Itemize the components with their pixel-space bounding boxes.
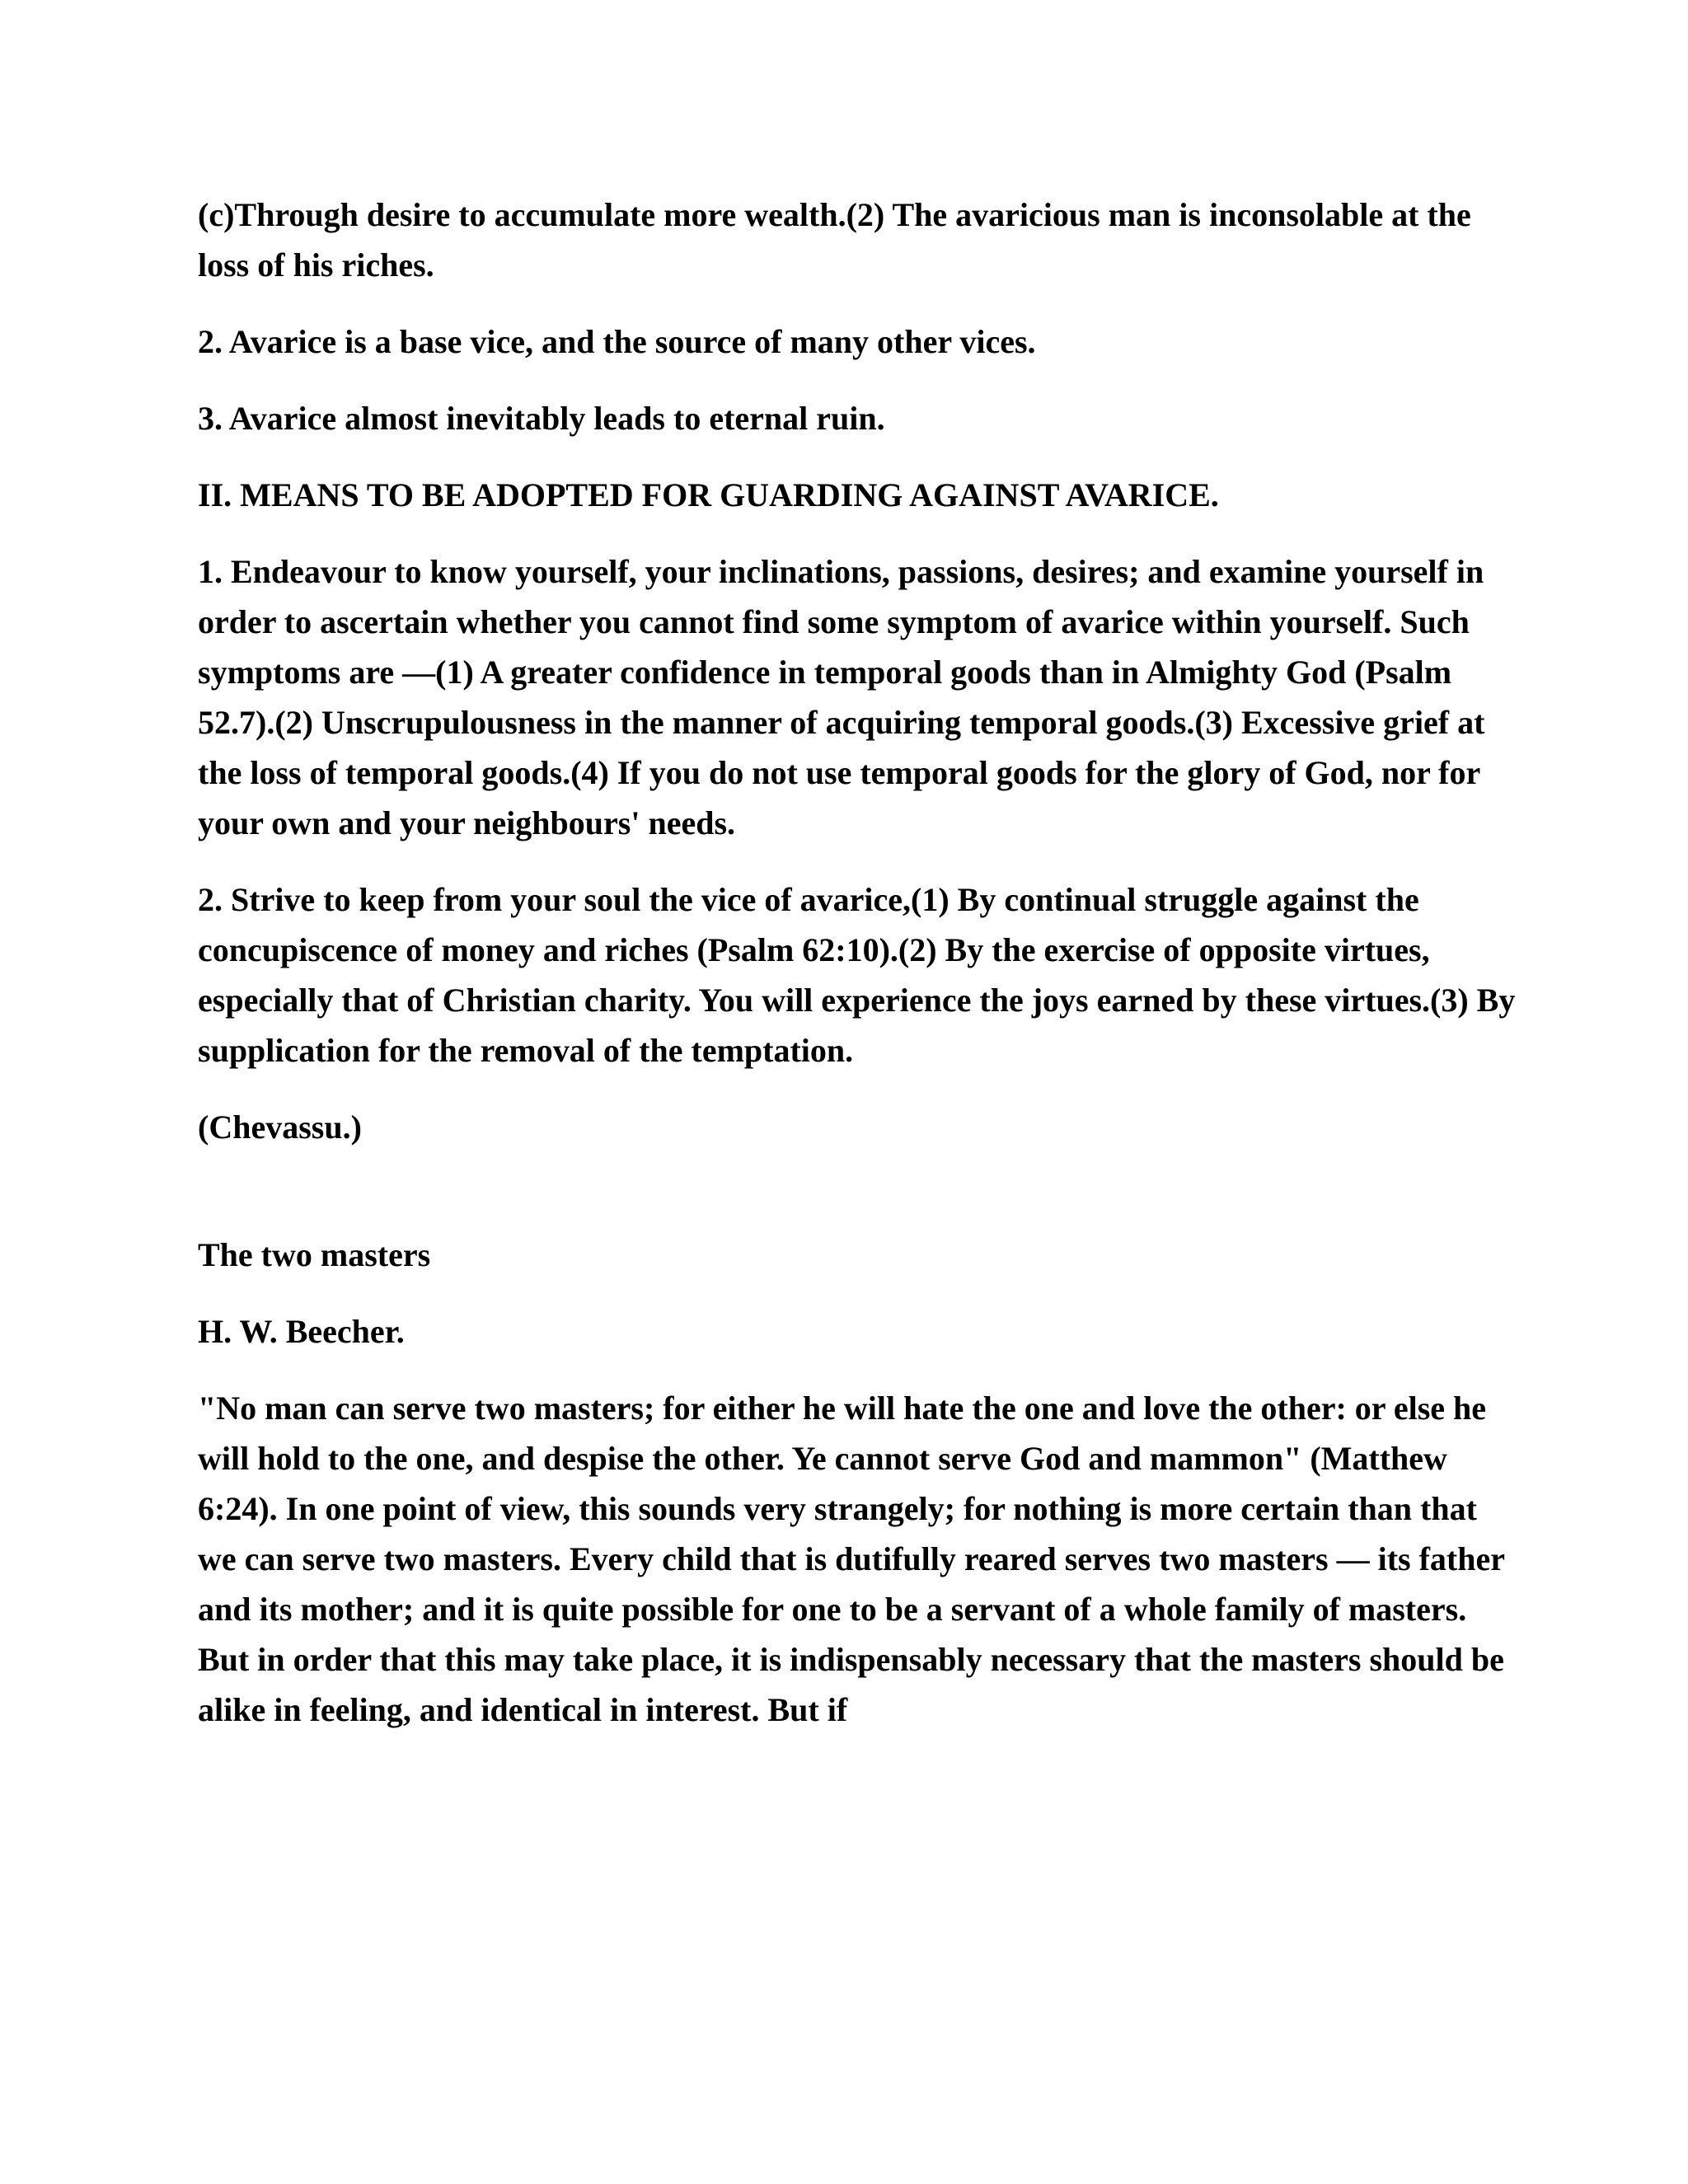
- paragraph-know-yourself: 1. Endeavour to know yourself, your inclinations, passions, desires; and examine yourself in order to ascertain whether you cannot find some symptom of avarice within yourself. Such symptoms are —(1) A greater confidence in temporal goods than in Almighty God (Psalm 52.7).(2) Unscrupulousness in the manner of acquiring temporal goods.(3) Excessive grief at the loss of temporal goods.(4) If you do not use temporal goods for the glory of God, nor for your own and your neighbours' needs.: [198, 553, 1485, 841]
- paragraph-eternal-ruin: 3. Avarice almost inevitably leads to eternal ruin.: [198, 400, 885, 437]
- section-gap: [198, 1179, 1517, 1230]
- section-author: H. W. Beecher.: [198, 1313, 405, 1350]
- paragraph-base-vice: 2. Avarice is a base vice, and the source of many other vices.: [198, 323, 1036, 360]
- section-heading-means: II. MEANS TO BE ADOPTED FOR GUARDING AGAINST AVARICE.: [198, 476, 1219, 513]
- section-title: The two masters: [198, 1236, 431, 1273]
- paragraph-avarice-inconsolable: (c)Through desire to accumulate more wealth.(2) The avaricious man is inconsolable at the loss of his riches.: [198, 196, 1471, 284]
- paragraph-strive: 2. Strive to keep from your soul the vice of avarice,(1) By continual struggle against the concupiscence of money and riches (Psalm 62:10).(2) By the exercise of opposite virtues, especially that of Christian charity. You will experience the joys earned by these virtues.(3) By supplication for the removal of the temptation.: [198, 881, 1516, 1069]
- document-page: [198, 190, 1517, 1761]
- section-body: "No man can serve two masters; for either he will hate the one and love the other: or else he will hold to the one, and despise the other. Ye cannot serve God and mammon" (Matthew 6:24). In one point of view, this sounds very strangely; for nothing is more certain than that we can serve two masters. Every child that is dutifully reared serves two masters — its father and its mother; and it is quite possible for one to be a servant of a whole family of masters. But in order that this may take place, it is indispensably necessary that the masters should be alike in feeling, and identical in interest. But if: [198, 1390, 1505, 1728]
- attribution-chevassu: (Chevassu.): [198, 1108, 362, 1146]
